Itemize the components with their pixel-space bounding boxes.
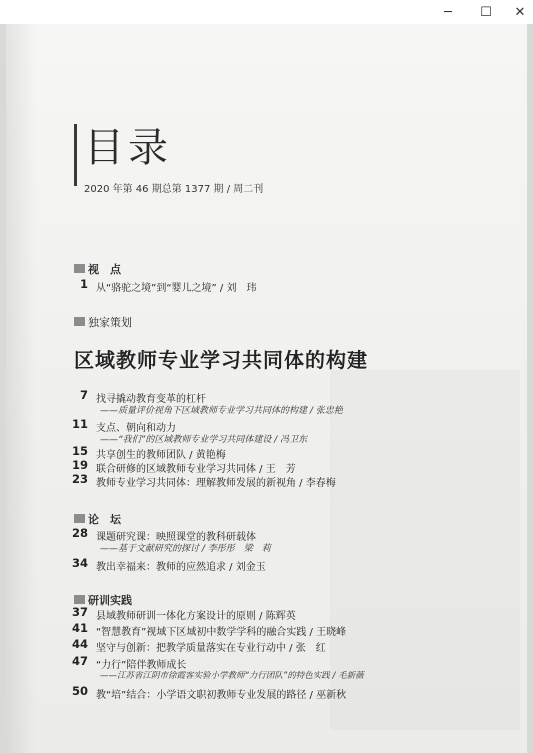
toc-page-number: 41: [71, 621, 88, 635]
section-title-feature: 独家策划: [88, 316, 132, 329]
toc-entry[interactable]: 联合研修的区域教师专业学习共同体 / 王 芳: [96, 464, 296, 475]
toc-entry-subtitle: ——质量评价视角下区域教师专业学习共同体的构建 / 张忠艳: [100, 406, 343, 416]
section-title-viewpoint: 视 点: [88, 263, 121, 276]
maximize-icon[interactable]: ☐: [480, 4, 492, 20]
toc-page-number: 23: [71, 472, 88, 486]
window-titlebar: [0, 0, 533, 24]
toc-entry[interactable]: 共享创生的教师团队 / 黄艳梅: [96, 450, 226, 461]
page-title: 目录: [84, 125, 172, 171]
toc-page-number: 44: [71, 637, 88, 651]
toc-page-number: 28: [71, 526, 88, 540]
toc-page-number: 50: [71, 684, 88, 698]
feature-headline: 区域教师专业学习共同体的构建: [74, 348, 368, 372]
toc-entry[interactable]: 课题研究课：映照课堂的教科研载体: [96, 532, 256, 543]
toc-entry[interactable]: 教出幸福来：教师的应然追求 / 刘金玉: [96, 562, 266, 573]
toc-entry[interactable]: 教“培”结合：小学语文职初教师专业发展的路径 / 巫新秋: [96, 690, 347, 701]
section-marker-viewpoint: [74, 264, 85, 273]
title-accent-bar: [74, 124, 77, 186]
section-marker-training: [74, 595, 85, 604]
toc-page-number: 47: [71, 654, 88, 668]
toc-entry[interactable]: “智慧教育”视域下区域初中数学学科的融合实践 / 王晓峰: [96, 627, 347, 638]
toc-entry[interactable]: 教师专业学习共同体：理解教师发展的新视角 / 李春梅: [96, 478, 336, 489]
toc-entry-subtitle: ——基于文献研究的探讨 / 李彤彤 梁 莉: [100, 544, 271, 554]
toc-entry-subtitle: ——“我们”的区域教师专业学习共同体建设 / 冯卫东: [100, 435, 308, 445]
toc-entry[interactable]: 从“骆驼之境”到“婴儿之境” / 刘 玮: [96, 283, 257, 294]
toc-page-number: 37: [71, 605, 88, 619]
toc-page-number: 7: [79, 388, 88, 402]
toc-page-number: 19: [71, 458, 88, 472]
toc-entry[interactable]: 县域教师研训一体化方案设计的原则 / 陈辉英: [96, 611, 296, 622]
section-marker-feature: [74, 317, 85, 326]
close-icon[interactable]: ✕: [514, 4, 526, 20]
section-title-training: 研训实践: [88, 594, 132, 607]
toc-entry[interactable]: 支点、朝向和动力: [96, 423, 176, 434]
section-title-forum: 论 坛: [88, 513, 121, 526]
page-shadow: [6, 24, 36, 753]
toc-page-number: 1: [79, 277, 88, 291]
toc-entry[interactable]: “力行”陪伴教师成长: [96, 660, 187, 671]
toc-page-number: 34: [71, 556, 88, 570]
issue-info: 2020 年第 46 期总第 1377 期 / 周二刊: [84, 184, 264, 195]
toc-entry-subtitle: ——江苏省江阴市徐霞客实验小学教师“力行团队”的特色实践 / 毛新薇: [100, 671, 364, 681]
minimize-icon[interactable]: ─: [444, 4, 452, 20]
toc-page-number: 11: [71, 417, 88, 431]
section-marker-forum: [74, 514, 85, 523]
toc-entry[interactable]: 找寻撬动教育变革的杠杆: [96, 394, 206, 405]
toc-entry[interactable]: 坚守与创新：把教学质量落实在专业行动中 / 张 红: [96, 643, 326, 654]
toc-page-number: 15: [71, 444, 88, 458]
